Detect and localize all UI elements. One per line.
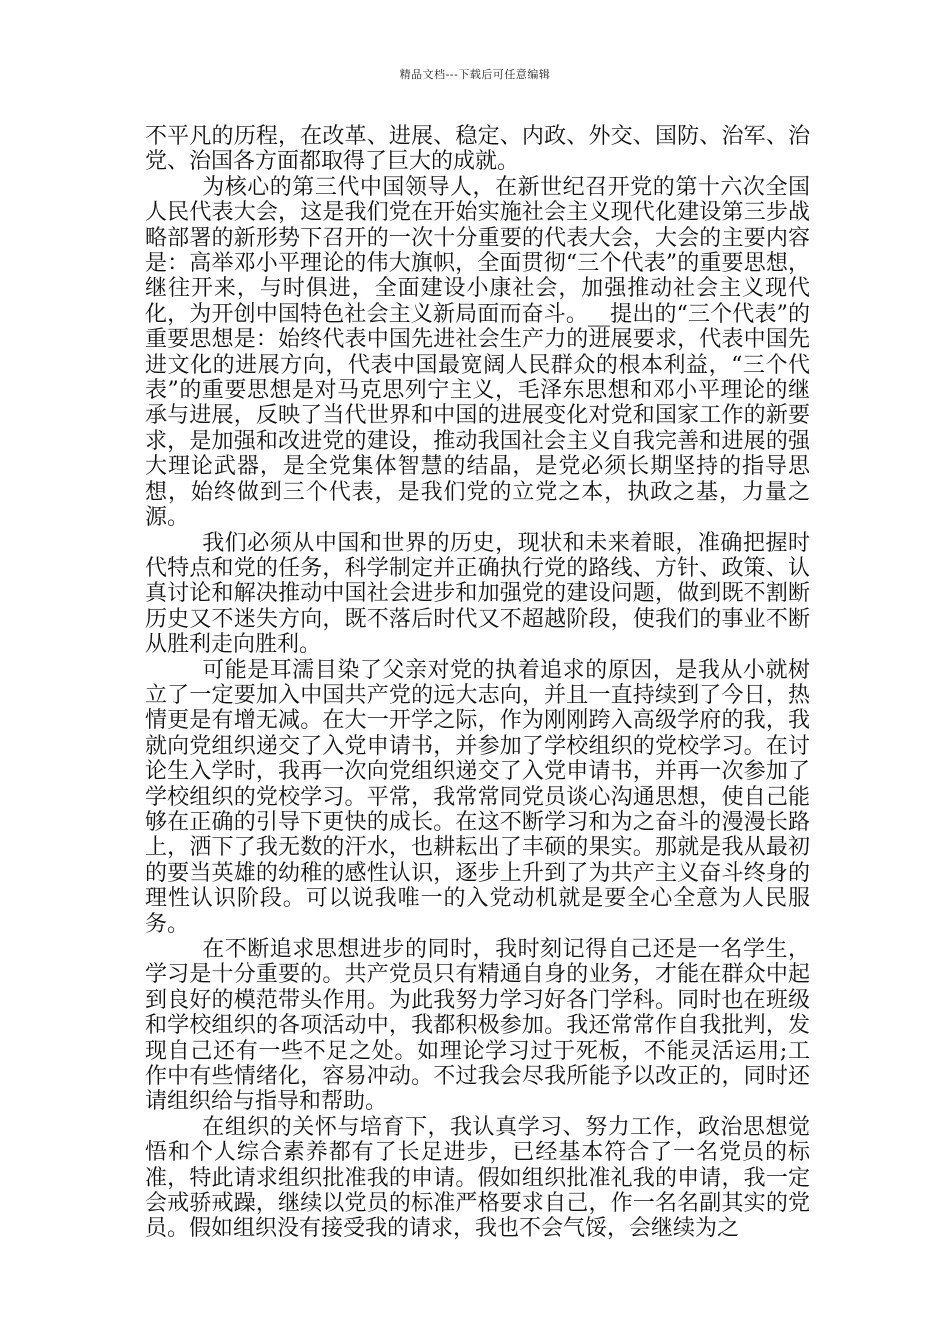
paragraph-1: 不平凡的历程，在改革、进展、稳定、内政、外交、国防、治军、治党、治国各方面都取得了巨大的成就。: [145, 124, 810, 175]
paragraph-4: 可能是耳濡目染了父亲对党的执着追求的原因，是我从小就树立了一定要加入中国共产党的远大志向，并且一直持续到了今日，热情更是有增无减。在大一开学之际，作为刚刚跨入高级学府的我，我就向党组织递交了入党申请书，并参加了学校组织的党校学习。在讨论生入学时，我再一次向党组织递交了入党申请书，并再一次参加了学校组织的党校学习。平常，我常常同党员谈心沟通思想，使自己能够在正确的引导下更快的成长。在这不断学习和为之奋斗的漫漫长路上，洒下了我无数的汗水，也耕耘出了丰硕的果实。那就是我从最初的要当英雄的幼稚的感性认识，逐步上升到了为共产主义奋斗终身的理性认识阶段。可以说我唯一的入党动机就是要全心全意为人民服务。: [145, 657, 810, 937]
paragraph-5: 在不断追求思想进步的同时，我时刻记得自己还是一名学生，学习是十分重要的。共产党员只有精通自身的业务，才能在群众中起到良好的模范带头作用。为此我努力学习好各门学科。同时也在班级和学校组织的各项活动中，我都积极参加。我还常常作自我批判，发现自己还有一些不足之处。如理论学习过于死板，不能灵活运用;工作中有些情绪化，容易冲动。不过我会尽我所能予以改正的，同时还请组织给与指导和帮助。: [145, 937, 810, 1115]
paragraph-6: 在组织的关怀与培育下，我认真学习、努力工作，政治思想觉悟和个人综合素养都有了长足进步，已经基本符合了一名党员的标准，特此请求组织批准我的申请。假如组织批准礼我的申请，我一定会戒骄戒躁，继续以党员的标准严格要求自己，作一名名副其实的党员。假如组织没有接受我的请求，我也不会气馁，会继续为之: [145, 1114, 810, 1242]
document-body: [145, 124, 810, 1242]
page-header: 精品文档---下载后可任意编辑: [399, 68, 551, 81]
paragraph-2: 为核心的第三代中国领导人，在新世纪召开党的第十六次全国人民代表大会，这是我们党在开始实施社会主义现代化建设第三步战略部署的新形势下召开的一次十分重要的代表大会，大会的主要内容是：高举邓小平理论的伟大旗帜，全面贯彻“三个代表”的重要思想，继往开来，与时俱进，全面建设小康社会，加强推动社会主义现代化，为开创中国特色社会主义新局面而奋斗。__提出的“三个代表”的重要思想是：始终代表中国先进社会生产力的进展要求，代表中国先进文化的进展方向，代表中国最宽阔人民群众的根本利益，“三个代表”的重要思想是对马克思列宁主义，毛泽东思想和邓小平理论的继承与进展，反映了当代世界和中国的进展变化对党和国家工作的新要求，是加强和改进党的建设，推动我国社会主义自我完善和进展的强大理论武器，是全党集体智慧的结晶，是党必须长期坚持的指导思想，始终做到三个代表，是我们党的立党之本，执政之基，力量之源。: [145, 174, 810, 531]
paragraph-3: 我们必须从中国和世界的历史，现状和未来着眼，准确把握时代特点和党的任务，科学制定并正确执行党的路线、方针、政策、认真讨论和解决推动中国社会进步和加强党的建设问题，做到既不割断历史又不迷失方向，既不落后时代又不超越阶段，使我们的事业不断从胜利走向胜利。: [145, 530, 810, 658]
